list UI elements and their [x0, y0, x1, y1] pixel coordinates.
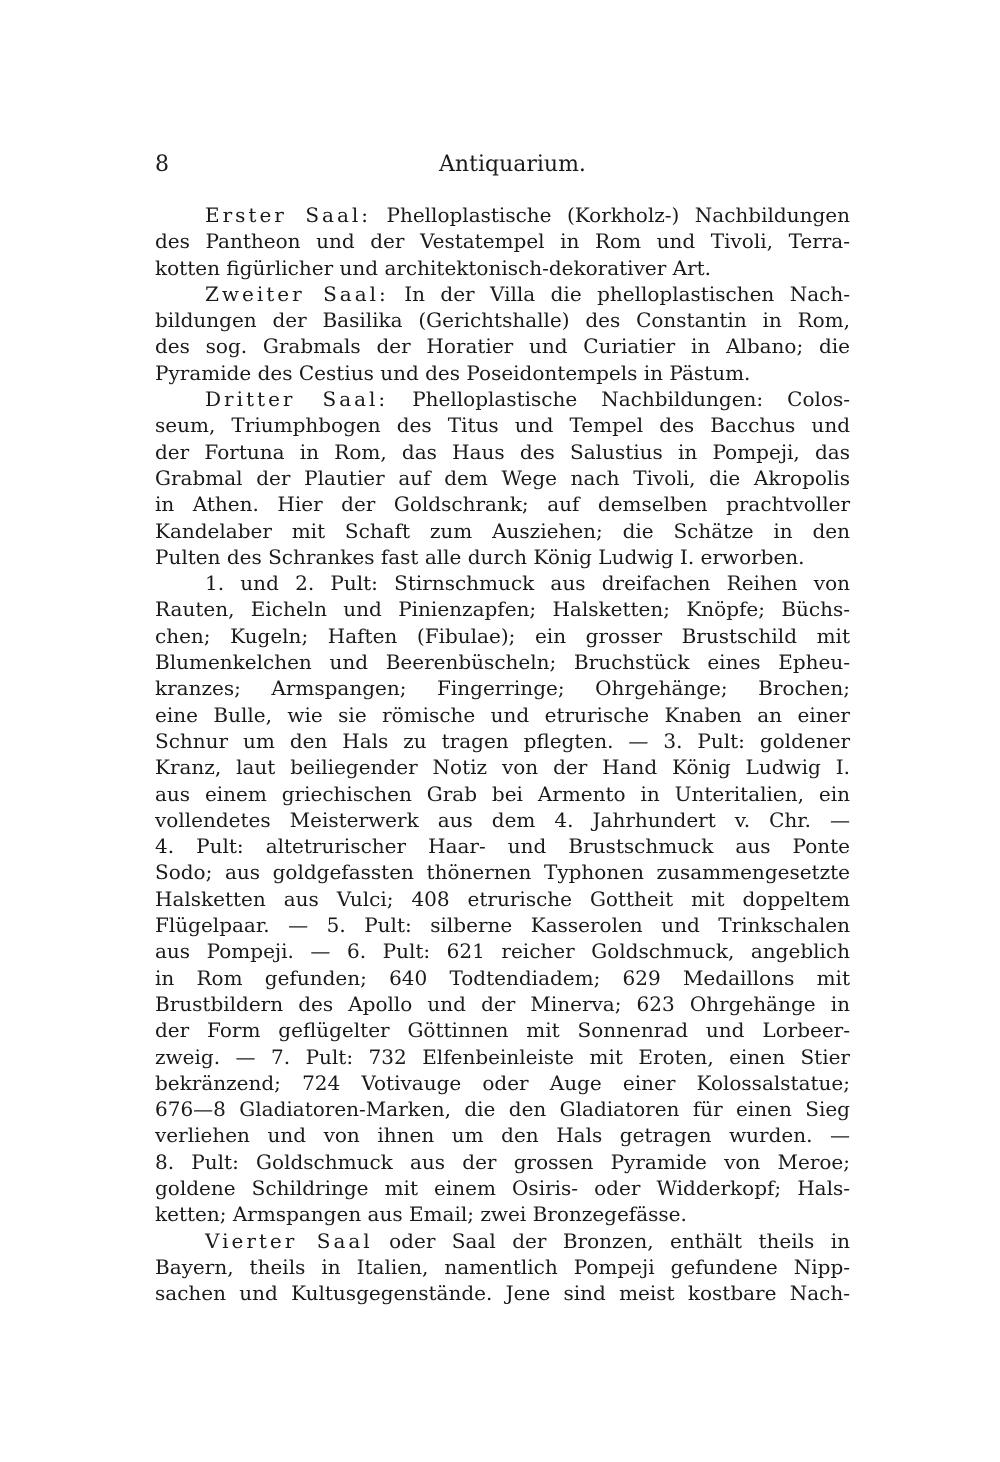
text-line	[155, 491, 850, 517]
text-line	[155, 386, 850, 412]
text-line	[155, 307, 850, 333]
line-text: ketten; Armspangen aus Email; zwei Bronzegefässe.	[155, 1202, 687, 1227]
page-number: 8	[155, 152, 169, 177]
paragraph	[155, 570, 850, 1227]
text-line	[155, 544, 850, 570]
text-line	[155, 623, 850, 649]
running-head: Antiquarium.	[439, 152, 586, 177]
line-text: zweig. — 7. Pult: 732 Elfenbeinleiste mit Eroten, einen Stier	[155, 1044, 850, 1069]
text-line	[155, 228, 850, 254]
line-text: in Athen. Hier der Goldschrank; auf demselben prachtvoller	[155, 492, 850, 517]
text-line	[155, 754, 850, 780]
text-line	[155, 807, 850, 833]
line-text: der Fortuna in Rom, das Haus des Salustius in Pompeji, das	[155, 439, 850, 464]
text-line	[155, 675, 850, 701]
text-line	[155, 1122, 850, 1148]
line-text: Kandelaber mit Schaft zum Ausziehen; die Schätze in den	[155, 518, 850, 543]
line-text: in Rom gefunden; 640 Todtendiadem; 629 Medaillons mit	[155, 965, 850, 990]
line-text: Halsketten aus Vulci; 408 etrurische Gottheit mit doppeltem	[155, 886, 850, 911]
text-line	[155, 465, 850, 491]
text-line	[155, 1175, 850, 1201]
paragraph	[155, 281, 850, 386]
paragraph	[155, 202, 850, 281]
line-text: vollendetes Meisterwerk aus dem 4. Jahrhundert v. Chr. —	[155, 807, 850, 832]
text-line	[155, 886, 850, 912]
line-text: Pulten des Schrankes fast alle durch König Ludwig I. erworben.	[155, 544, 805, 569]
text-line	[155, 1096, 850, 1122]
text-line	[155, 833, 850, 859]
line-text: Pyramide des Cestius und des Poseidontempels in Pästum.	[155, 360, 751, 385]
text-line	[155, 1280, 850, 1306]
body-text	[155, 202, 850, 1306]
line-text: bekränzend; 724 Votivauge oder Auge einer Kolossalstatue;	[155, 1070, 850, 1095]
room-heading: Vierter Saal	[205, 1228, 373, 1253]
room-heading: Zweiter Saal:	[205, 281, 389, 306]
line-text: Phelloplastische Nachbildungen: Colos-	[388, 387, 850, 412]
line-text: Blumenkelchen und Beerenbüscheln; Bruchstück eines Epheu-	[155, 650, 850, 675]
text-line	[155, 255, 850, 281]
line-text: Brustbildern des Apollo und der Minerva; 623 Ohrgehänge in	[155, 991, 850, 1016]
text-line	[155, 1017, 850, 1043]
text-line	[155, 1254, 850, 1280]
room-heading: Erster Saal:	[205, 203, 372, 227]
text-line	[155, 1044, 850, 1070]
line-text: Schnur um den Hals zu tragen pflegten. — 3. Pult: goldener	[155, 728, 850, 753]
text-line	[155, 518, 850, 544]
text-line	[155, 1201, 850, 1227]
text-line	[155, 912, 850, 938]
line-text: seum, Triumphbogen des Titus und Tempel des Bacchus und	[155, 413, 850, 438]
line-text: 8. Pult: Goldschmuck aus der grossen Pyramide von Meroe;	[155, 1149, 850, 1174]
text-line	[155, 1228, 850, 1254]
line-text: chen; Kugeln; Haften (Fibulae); ein grosser Brustschild mit	[155, 623, 850, 648]
line-text: des sog. Grabmals der Horatier und Curiatier in Albano; die	[155, 334, 850, 359]
line-text: aus Pompeji. — 6. Pult: 621 reicher Goldschmuck, angeblich	[155, 939, 850, 964]
line-text: 4. Pult: altetrurischer Haar- und Brustschmuck aus Ponte	[155, 834, 850, 859]
text-line	[155, 1149, 850, 1175]
line-text: Bayern, theils in Italien, namentlich Pompeji gefundene Nipp-	[155, 1254, 850, 1279]
line-text: aus einem griechischen Grab bei Armento in Unteritalien, ein	[155, 781, 850, 806]
line-text: 1. und 2. Pult: Stirnschmuck aus dreifachen Reihen von	[205, 571, 850, 596]
text-line	[155, 596, 850, 622]
line-text: kotten figürlicher und architektonisch-dekorativer Art.	[155, 255, 712, 280]
line-text: sachen und Kultusgegenstände. Jene sind meist kostbare Nach-	[155, 1281, 850, 1306]
text-line	[155, 1070, 850, 1096]
page-header	[155, 150, 850, 180]
text-line	[155, 649, 850, 675]
text-line	[155, 439, 850, 465]
text-line	[155, 965, 850, 991]
text-line	[155, 938, 850, 964]
text-line	[155, 281, 850, 307]
line-text: eine Bulle, wie sie römische und etrurische Knaben an einer	[155, 702, 850, 727]
line-text: Sodo; aus goldgefassten thönernen Typhonen zusammengesetzte	[155, 860, 850, 885]
text-line	[155, 412, 850, 438]
line-text: kranzes; Armspangen; Fingerringe; Ohrgehänge; Brochen;	[155, 676, 850, 701]
line-text: bildungen der Basilika (Gerichtshalle) des Constantin in Rom,	[155, 308, 850, 333]
line-text: Grabmal der Plautier auf dem Wege nach Tivoli, die Akropolis	[155, 465, 850, 490]
line-text: goldene Schildringe mit einem Osiris- oder Widderkopf; Hals-	[155, 1175, 850, 1200]
line-text: verliehen und von ihnen um den Hals getragen wurden. —	[155, 1123, 850, 1148]
line-text: 676—8 Gladiatoren-Marken, die den Gladiatoren für einen Sieg	[155, 1097, 850, 1122]
text-line	[155, 702, 850, 728]
line-text: Flügelpaar. — 5. Pult: silberne Kasserolen und Trinkschalen	[155, 913, 850, 938]
line-text: In der Villa die phelloplastischen Nach-	[388, 281, 850, 306]
text-line	[155, 570, 850, 596]
line-text: Phelloplastische (Korkholz-) Nachbildungen	[371, 203, 850, 227]
text-line	[155, 991, 850, 1017]
text-line	[155, 781, 850, 807]
text-line	[155, 728, 850, 754]
text-line	[155, 360, 850, 386]
line-text: oder Saal der Bronzen, enthält theils in	[372, 1228, 850, 1253]
paragraph	[155, 1228, 850, 1307]
text-line	[155, 202, 850, 228]
line-text: Rauten, Eicheln und Pinienzapfen; Halsketten; Knöpfe; Büchs-	[155, 597, 850, 622]
text-line	[155, 859, 850, 885]
text-line	[155, 333, 850, 359]
line-text: des Pantheon und der Vestatempel in Rom und Tivoli, Terra-	[155, 229, 850, 254]
room-heading: Dritter Saal:	[205, 387, 389, 412]
paragraph	[155, 386, 850, 570]
line-text: der Form geflügelter Göttinnen mit Sonnenrad und Lorbeer-	[155, 1018, 850, 1043]
line-text: Kranz, laut beiliegender Notiz von der Hand König Ludwig I.	[155, 755, 850, 780]
